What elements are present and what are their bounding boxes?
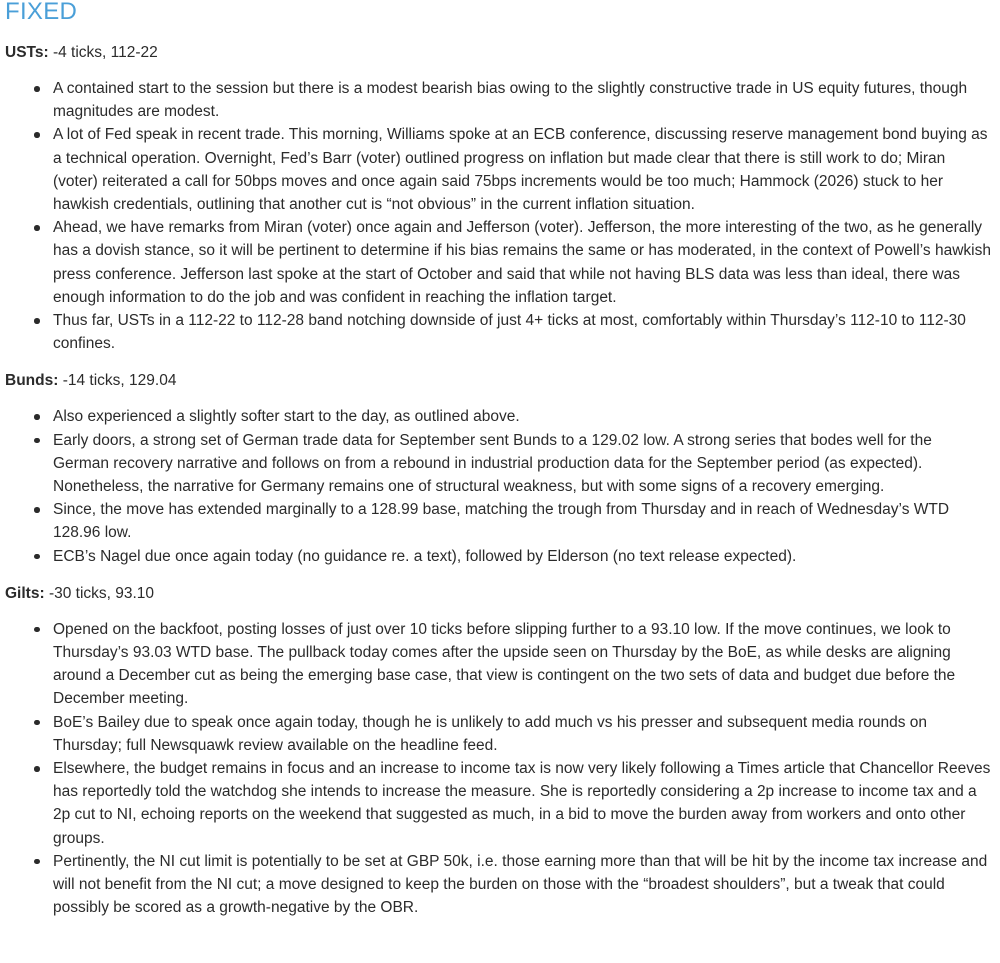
bullet-item: Since, the move has extended marginally to a 128.99 base, matching the trough from Thursday and in reach of Wednesday’s WTD 128.96 low. <box>53 498 992 544</box>
section-gilts <box>5 583 992 920</box>
section-label: Gilts: <box>5 584 45 602</box>
section-bunds <box>5 370 992 567</box>
section-label: USTs: <box>5 44 49 61</box>
section-value: -14 ticks, 129.04 <box>62 372 177 390</box>
page-title: FIXED <box>5 0 78 25</box>
bullet-item: Opened on the backfoot, posting losses of just over 10 ticks before slipping further to a 93.10 low. If the move continues, we look to Thursday’s 93.03 WTD base. The pullback today comes after the upside seen on Thursday by the BoE, as while desks are aligning around a December cut as being the emerging base case, that view is contingent on the two sets of data and budget due before the December meeting. <box>53 618 992 711</box>
section-usts <box>5 42 992 355</box>
bullet-list <box>5 618 992 920</box>
bullet-item: BoE’s Bailey due to speak once again today, though he is unlikely to add much vs his presser and subsequent media rounds on Thursday; full Newsquawk review available on the headline feed. <box>53 711 992 757</box>
bullet-list <box>5 405 992 567</box>
bullet-item: A lot of Fed speak in recent trade. This morning, Williams spoke at an ECB conference, discussing reserve management bond buying as a technical operation. Overnight, Fed’s Barr (voter) outlined progress on inflation but made clear that there is still work to do; Miran (voter) reiterated a call for 50bps moves and once again said 75bps increments would be too much; Hammock (2026) stuck to her hawkish credentials, outlining that another cut is “not obvious” in the current inflation situation. <box>53 123 992 216</box>
bullet-item: Elsewhere, the budget remains in focus and an increase to income tax is now very likely following a Times article that Chancellor Reeves has reportedly told the watchdog she intends to increase the measure. She is reportedly considering a 2p increase to income tax and a 2p cut to NI, echoing reports on the weekend that suggested as much, in a bid to move the burden away from workers and onto other groups. <box>53 757 992 850</box>
section-value: -4 ticks, 112-22 <box>52 44 158 61</box>
section-heading <box>5 370 992 391</box>
bullet-item: Thus far, USTs in a 112-22 to 112-28 band notching downside of just 4+ ticks at most, comfortably within Thursday’s 112-10 to 112-30 confines. <box>53 309 992 355</box>
bullet-item: A contained start to the session but there is a modest bearish bias owing to the slightly constructive trade in US equity futures, though magnitudes are modest. <box>53 77 992 123</box>
bullet-item: ECB’s Nagel due once again today (no guidance re. a text), followed by Elderson (no text release expected). <box>53 545 992 568</box>
section-label: Bunds: <box>5 372 59 390</box>
section-heading <box>5 42 992 63</box>
section-heading <box>5 583 992 604</box>
bullet-item: Ahead, we have remarks from Miran (voter) once again and Jefferson (voter). Jefferson, the more interesting of the two, as he generally has a dovish stance, so it will be pertinent to determine if his bias remains the same or has moderated, in the context of Powell’s hawkish press conference. Jefferson last spoke at the start of October and said that while not having BLS data was less than ideal, there was enough information to do the job and was confident in reaching the inflation target. <box>53 216 992 309</box>
bullet-item: Pertinently, the NI cut limit is potentially to be set at GBP 50k, i.e. those earning more than that will be hit by the income tax increase and will not benefit from the NI cut; a move designed to keep the burden on those with the “broadest shoulders”, but a tweak that could possibly be scored as a growth-negative by the OBR. <box>53 850 992 920</box>
bullet-list <box>5 77 992 355</box>
bullet-item: Early doors, a strong set of German trade data for September sent Bunds to a 129.02 low. A strong series that bodes well for the German recovery narrative and follows on from a rebound in industrial production data for the September period (as expected). Nonetheless, the narrative for Germany remains one of structural weakness, but with some signs of a recovery emerging. <box>53 429 992 499</box>
section-value: -30 ticks, 93.10 <box>48 584 155 602</box>
bullet-item: Also experienced a slightly softer start to the day, as outlined above. <box>53 405 992 428</box>
